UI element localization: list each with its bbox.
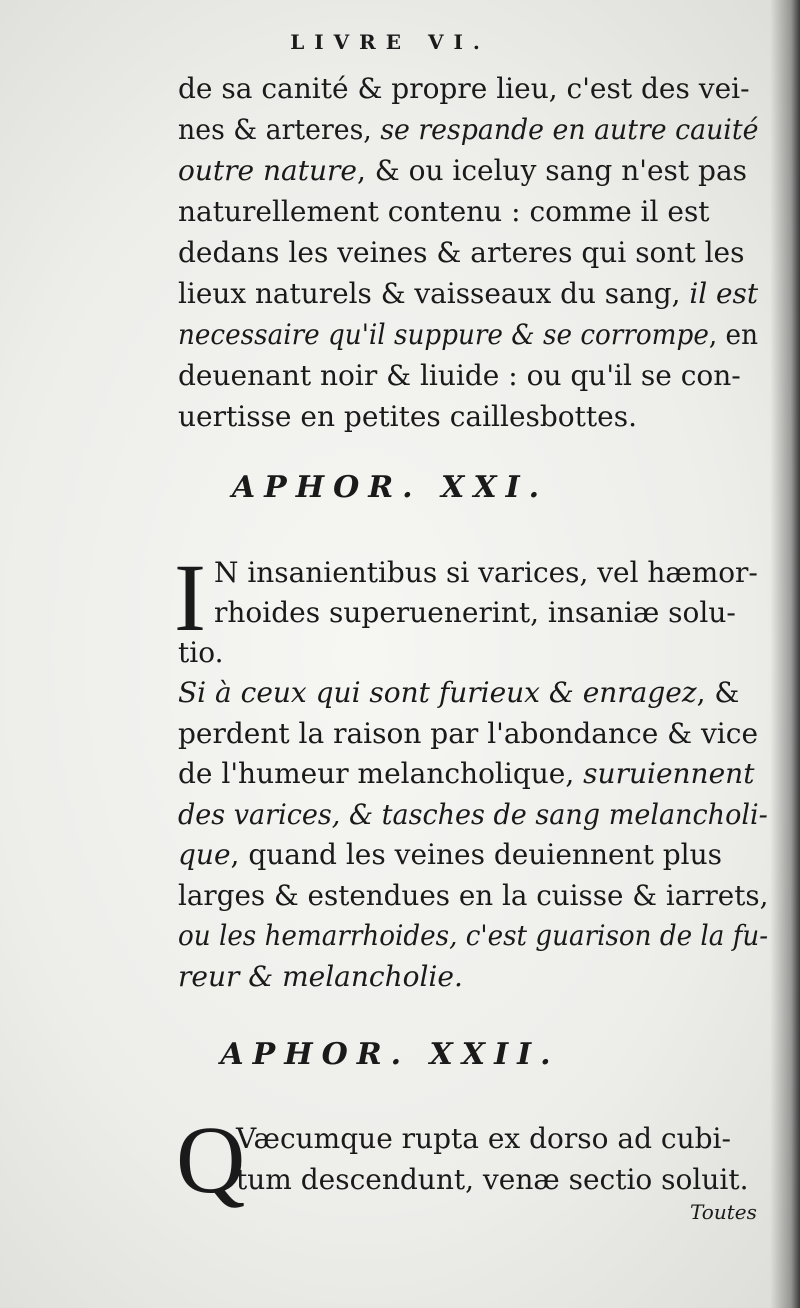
italic-span: se respande en autre cauité	[380, 113, 759, 146]
italic-span: des varices, & tasches de sang melancholi-	[178, 797, 768, 831]
italic-span: que	[178, 838, 231, 871]
roman-span: , &	[696, 676, 740, 709]
roman-span: larges & estendues en la cuisse & iarrets,	[178, 878, 769, 912]
text-line	[178, 195, 710, 229]
italic-span: outre nature	[178, 154, 357, 187]
italic-span: ou les hemarrhoides, c'est guarison de la fu-	[178, 919, 769, 952]
roman-span: uertisse en petites caillesbottes.	[178, 400, 638, 433]
text-line	[178, 879, 768, 913]
text-line	[178, 919, 768, 953]
text-line: Væcumque rupta ex dorso ad cubi-	[236, 1122, 731, 1155]
catchword: Toutes	[690, 1200, 757, 1224]
roman-span: deuenant noir & liuide : ou qu'il se con-	[178, 359, 741, 392]
roman-span: , en	[708, 318, 758, 351]
roman-span: de sa canité & propre lieu, c'est des vei-	[178, 72, 750, 105]
text-line	[178, 400, 637, 434]
roman-span: lieux naturels & vaisseaux du sang,	[178, 277, 690, 310]
dropcap-i: I	[174, 544, 206, 651]
roman-span: perdent la raison par l'abondance & vice	[178, 716, 759, 750]
roman-span: nes & arteres,	[178, 113, 381, 146]
roman-span: , quand les veines deuiennent plus	[230, 838, 723, 871]
text-line	[178, 798, 768, 832]
roman-span: de l'humeur melancholique,	[178, 757, 584, 790]
italic-span: reur & melancholie.	[178, 959, 463, 993]
roman-span: dedans les veines & arteres qui sont les	[178, 236, 745, 269]
text-line	[178, 113, 758, 147]
text-line	[178, 717, 758, 751]
text-line: tio.	[178, 636, 224, 669]
text-line	[178, 236, 745, 270]
text-line: N insanientibus si varices, vel hæmor-	[214, 556, 758, 589]
italic-span: il est	[689, 277, 759, 310]
text-line	[178, 318, 758, 352]
aphorism-21-heading: APHOR. XXI.	[231, 470, 549, 505]
text-line	[178, 72, 750, 106]
italic-span: Si à ceux qui sont furieux & enragez	[178, 676, 697, 709]
text-line	[178, 154, 747, 188]
text-line	[178, 757, 754, 791]
text-line	[178, 676, 739, 710]
text-line: tum descendunt, venæ sectio soluit.	[236, 1163, 749, 1196]
running-head: LIVRE VI.	[290, 30, 490, 54]
text-line: rhoides superuenerint, insaniæ solu-	[214, 596, 736, 629]
text-line	[178, 359, 741, 393]
italic-span: necessaire qu'il suppure & se corrompe	[178, 318, 709, 351]
italic-span: suruiennent	[583, 757, 755, 790]
roman-span: , & ou iceluy sang n'est pas	[356, 154, 748, 187]
aphorism-22-heading: APHOR. XXII.	[220, 1037, 560, 1072]
text-line	[178, 960, 463, 994]
page-edge-shadow	[770, 0, 800, 1308]
dropcap-q: Q	[176, 1106, 246, 1213]
roman-span: naturellement contenu : comme il est	[178, 195, 710, 228]
text-line	[178, 277, 758, 311]
text-line	[178, 838, 722, 872]
